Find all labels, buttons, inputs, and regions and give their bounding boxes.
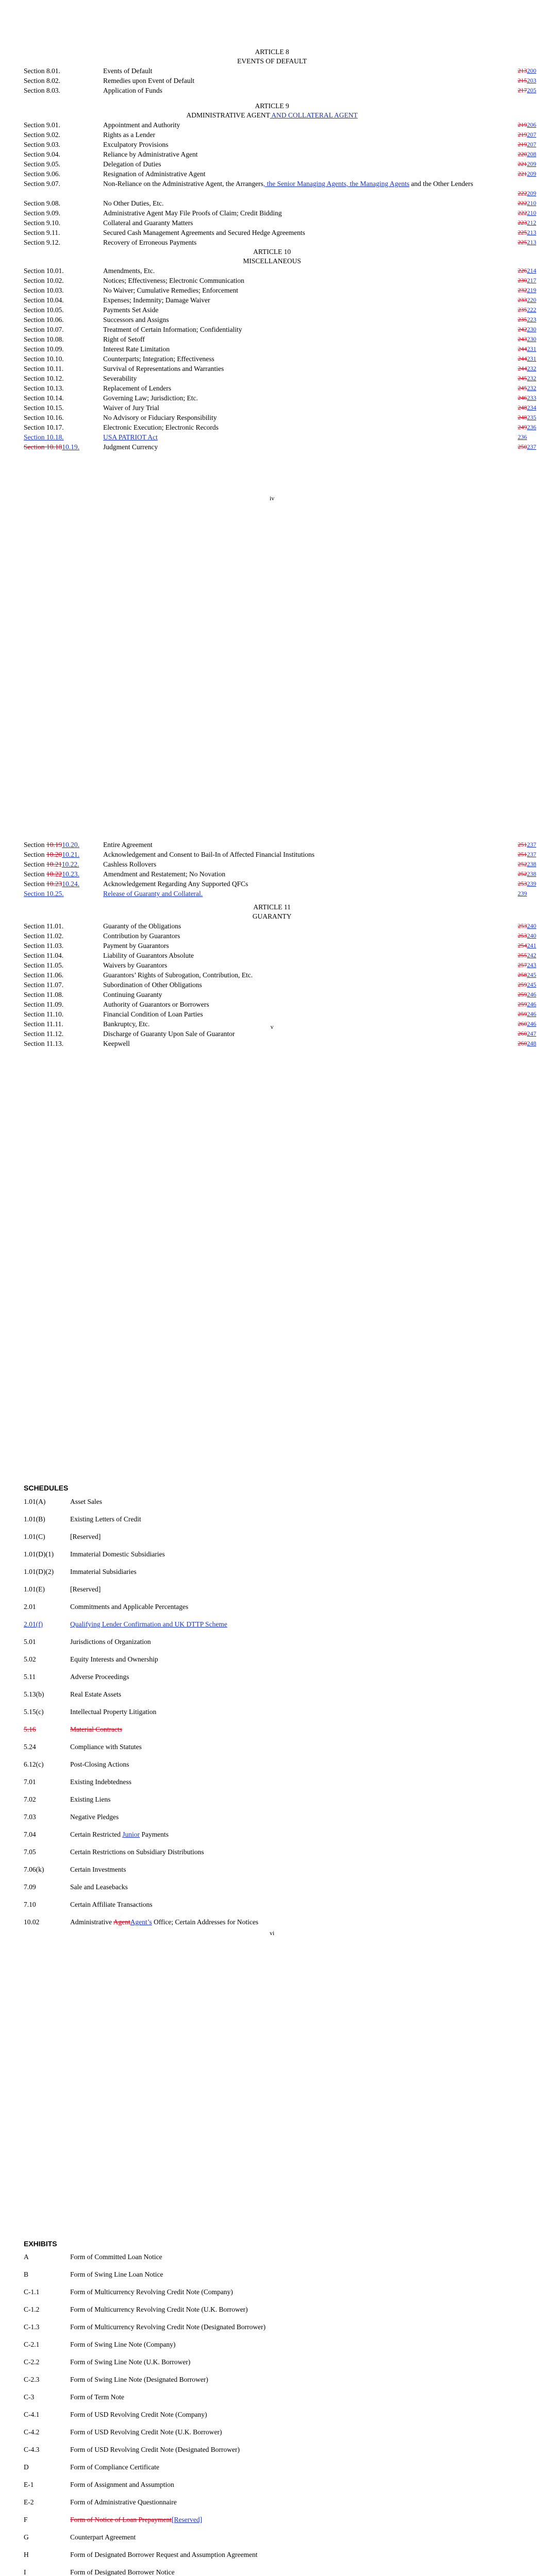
page-number: iv — [269, 495, 275, 502]
toc-row[interactable]: Section 10.1910.20. Entire Agreement 251237 — [24, 841, 536, 849]
article-11-title: GUARANTY — [252, 912, 292, 920]
list-item[interactable]: C-2.1 Form of Swing Line Note (Company) — [24, 2341, 176, 2348]
list-item[interactable]: E-2 Form of Administrative Questionnaire — [24, 2498, 177, 2506]
list-item[interactable]: C-4.3 Form of USD Revolving Credit Note (Designated Borrower) — [24, 2446, 240, 2453]
toc-row[interactable]: Section 9.06. Resignation of Administrative Agent 221209 — [24, 170, 536, 178]
list-item[interactable]: 7.09 Sale and Leasebacks — [24, 1883, 128, 1891]
list-item[interactable]: 2.01(f) Qualifying Lender Confirmation and UK DTTP Scheme — [24, 1620, 227, 1628]
toc-row[interactable]: Section 10.18. USA PATRIOT Act 236 — [24, 433, 527, 441]
toc-row[interactable]: Section 11.05. Waivers by Guarantors 257243 — [24, 961, 536, 969]
article-11-heading: ARTICLE 11 — [253, 903, 291, 911]
article-8-list — [0, 66, 544, 95]
toc-row[interactable]: Section 10.11. Survival of Representations and Warranties 244232 — [24, 365, 536, 372]
list-item[interactable]: 5.01 Jurisdictions of Organization — [24, 1638, 151, 1646]
toc-row[interactable]: Section 11.06. Guarantors’ Rights of Subrogation, Contribution, Etc. 258245 — [24, 971, 536, 979]
list-item[interactable]: A Form of Committed Loan Notice — [24, 2253, 162, 2261]
toc-row[interactable]: Section 11.03. Payment by Guarantors 254241 — [24, 942, 536, 950]
schedules-list — [0, 1493, 544, 1931]
list-item[interactable]: C-1.1 Form of Multicurrency Revolving Credit Note (Company) — [24, 2288, 233, 2296]
toc-row[interactable]: Section 10.2110.22. Cashless Rollovers 252238 — [24, 860, 536, 868]
toc-row[interactable]: Section 9.04. Reliance by Administrative Agent 220208 — [24, 150, 536, 158]
toc-row[interactable]: Section 10.15. Waiver of Jury Trial 248234 — [24, 404, 536, 412]
list-item[interactable]: H Form of Designated Borrower Request and Assumption Agreement — [24, 2551, 258, 2558]
list-item[interactable]: B Form of Swing Line Loan Notice — [24, 2270, 163, 2278]
list-item[interactable]: 5.15(c) Intellectual Property Litigation — [24, 1708, 157, 1716]
toc-row[interactable]: Section 10.1810.19. Judgment Currency 250237 — [24, 443, 536, 451]
article-9-list — [0, 120, 544, 247]
toc-row[interactable]: Section 9.12. Recovery of Erroneous Payments 225213 — [24, 239, 536, 246]
list-item[interactable]: 7.10 Certain Affiliate Transactions — [24, 1901, 153, 1908]
toc-row[interactable]: Section 10.06. Successors and Assigns 235223 — [24, 316, 536, 324]
toc-row[interactable]: Section 9.01. Appointment and Authority 219206 — [24, 121, 536, 129]
list-item[interactable]: I Form of Designated Borrower Notice — [24, 2568, 175, 2576]
toc-row[interactable]: Section 9.07. Non-Reliance on the Administrative Agent, the Arrangers, the Senior Managing Agents, the Managing Agents and the Other Lenders 222209 — [24, 180, 536, 197]
schedules-heading: SCHEDULES — [24, 1484, 69, 1492]
list-item[interactable]: 7.03 Negative Pledges — [24, 1813, 119, 1821]
toc-row[interactable]: Section 10.01. Amendments, Etc. 226214 — [24, 267, 536, 275]
article-10-list — [0, 266, 544, 452]
list-item[interactable]: C-1.2 Form of Multicurrency Revolving Credit Note (U.K. Borrower) — [24, 2306, 248, 2313]
list-item[interactable]: 7.02 Existing Liens — [24, 1795, 111, 1803]
toc-row[interactable]: Section 10.2210.23. Amendment and Restatement; No Novation 252238 — [24, 870, 536, 878]
toc-row[interactable]: Section 10.14. Governing Law; Jurisdiction; Etc. 246233 — [24, 394, 536, 402]
article-8-title: EVENTS OF DEFAULT — [237, 57, 307, 65]
toc-row[interactable]: Section 11.07. Subordination of Other Obligations 259245 — [24, 981, 536, 989]
exhibits-heading: EXHIBITS — [24, 2240, 57, 2248]
list-item[interactable]: 5.13(b) Real Estate Assets — [24, 1690, 121, 1698]
toc-row[interactable]: Section 11.02. Contribution by Guarantors 253240 — [24, 932, 536, 940]
list-item[interactable]: 5.11 Adverse Proceedings — [24, 1673, 129, 1681]
page-number: v — [270, 1023, 274, 1030]
list-item[interactable]: D Form of Compliance Certificate — [24, 2463, 159, 2471]
list-item[interactable]: 5.02 Equity Interests and Ownership — [24, 1655, 158, 1663]
list-item[interactable]: F Form of Notice of Loan Prepayment[Reserved] — [24, 2516, 203, 2523]
list-item[interactable]: 7.05 Certain Restrictions on Subsidiary Distributions — [24, 1848, 204, 1856]
list-item[interactable]: C-2.3 Form of Swing Line Note (Designated Borrower) — [24, 2376, 208, 2383]
toc-row[interactable]: Section 10.05. Payments Set Aside 235222 — [24, 306, 536, 314]
toc-row[interactable]: Section 9.10. Collateral and Guaranty Matters 223212 — [24, 219, 536, 227]
article-8-heading: ARTICLE 8 — [255, 48, 289, 56]
toc-row[interactable]: Section 11.10. Financial Condition of Loan Parties 259246 — [24, 1010, 536, 1018]
article-10-list-continued — [0, 840, 544, 899]
toc-row[interactable]: Section 11.01. Guaranty of the Obligations 253240 — [24, 922, 536, 930]
toc-row[interactable]: Section 10.08. Right of Setoff 243230 — [24, 335, 536, 343]
toc-row[interactable]: Section 8.02. Remedies upon Event of Default 215203 — [24, 77, 536, 84]
article-9-title: ADMINISTRATIVE AGENT AND COLLATERAL AGENT — [186, 111, 358, 119]
toc-row[interactable]: Section 10.12. Severability 245232 — [24, 375, 536, 382]
list-item[interactable]: C-2.2 Form of Swing Line Note (U.K. Borrower) — [24, 2358, 191, 2366]
toc-row[interactable]: Section 10.2310.24. Acknowledgement Regarding Any Supported QFCs 253239 — [24, 880, 536, 888]
toc-row[interactable]: Section 11.13. Keepwell 260248 — [24, 1040, 536, 1047]
list-item[interactable]: 6.12(c) Post-Closing Actions — [24, 1760, 129, 1768]
toc-row[interactable]: Section 8.03. Application of Funds 217205 — [24, 87, 536, 94]
toc-row[interactable]: Section 11.04. Liability of Guarantors Absolute 255242 — [24, 952, 536, 959]
toc-row[interactable]: Section 10.13. Replacement of Lenders 245232 — [24, 384, 536, 392]
list-item[interactable]: 7.06(k) Certain Investments — [24, 1866, 126, 1873]
toc-row[interactable]: Section 10.25. Release of Guaranty and Collateral. 239 — [24, 890, 527, 897]
toc-row[interactable]: Section 10.09. Interest Rate Limitation 244231 — [24, 345, 536, 353]
article-10-heading: ARTICLE 10 — [253, 248, 291, 256]
list-item[interactable]: C-4.2 Form of USD Revolving Credit Note (U.K. Borrower) — [24, 2428, 222, 2436]
toc-row[interactable]: Section 9.11. Secured Cash Management Agreements and Secured Hedge Agreements 225213 — [24, 229, 536, 236]
list-item[interactable]: C-3 Form of Term Note — [24, 2393, 124, 2401]
list-item[interactable]: C-1.3 Form of Multicurrency Revolving Credit Note (Designated Borrower) — [24, 2323, 266, 2331]
toc-row[interactable]: Section 10.2010.21. Acknowledgement and Consent to Bail-In of Affected Financial Institutions 251237 — [24, 851, 536, 858]
toc-page-iv — [0, 47, 544, 452]
list-item[interactable]: C-4.1 Form of USD Revolving Credit Note (Company) — [24, 2411, 207, 2418]
toc-row[interactable]: Section 10.03. No Waiver; Cumulative Remedies; Enforcement 232219 — [24, 286, 536, 294]
toc-page-v — [0, 840, 544, 1048]
toc-row[interactable]: Section 10.10. Counterparts; Integration; Effectiveness 244231 — [24, 355, 536, 363]
page-number: vi — [269, 1929, 275, 1937]
toc-row[interactable]: Section 11.08. Continuing Guaranty 259246 — [24, 991, 536, 998]
list-item[interactable]: 7.04 Certain Restricted Junior Payments — [24, 1831, 169, 1838]
toc-row[interactable]: Section 9.09. Administrative Agent May File Proofs of Claim; Credit Bidding 222210 — [24, 209, 536, 217]
list-item[interactable]: 1.01(D)(2) Immaterial Subsidiaries — [24, 1568, 137, 1575]
toc-row[interactable]: Section 10.04. Expenses; Indemnity; Damage Waiver 233220 — [24, 296, 536, 304]
list-item[interactable]: 1.01(D)(1) Immaterial Domestic Subsidiaries — [24, 1550, 165, 1558]
toc-row[interactable]: Section 10.16. No Advisory or Fiduciary Responsibility 248235 — [24, 414, 536, 421]
toc-row[interactable]: Section 9.08. No Other Duties, Etc. 222210 — [24, 199, 536, 207]
list-item[interactable]: E-1 Form of Assignment and Assumption — [24, 2481, 174, 2488]
exhibits-list — [0, 2248, 544, 2576]
list-item[interactable]: 2.01 Commitments and Applicable Percentages — [24, 1603, 189, 1611]
toc-row[interactable]: Section 10.07. Treatment of Certain Information; Confidentiality 242230 — [24, 326, 536, 333]
list-item[interactable]: 1.01(A) Asset Sales — [24, 1498, 102, 1505]
toc-row[interactable]: Section 9.05. Delegation of Duties 221209 — [24, 160, 536, 168]
list-item[interactable]: 1.01(C) [Reserved] — [24, 1533, 101, 1540]
list-item[interactable]: 1.01(B) Existing Letters of Credit — [24, 1515, 141, 1523]
toc-row[interactable]: Section 8.01. Events of Default 213200 — [24, 67, 536, 75]
toc-row[interactable]: Section 9.02. Rights as a Lender 219207 — [24, 131, 536, 139]
toc-row[interactable]: Section 10.02. Notices; Effectiveness; Electronic Communication 230217 — [24, 277, 536, 284]
list-item[interactable]: 7.01 Existing Indebtedness — [24, 1778, 131, 1786]
toc-row[interactable]: Section 11.09. Authority of Guarantors or Borrowers 259246 — [24, 1001, 536, 1008]
toc-row[interactable]: Section 10.17. Electronic Execution; Electronic Records 249236 — [24, 423, 536, 431]
article-10-title: MISCELLANEOUS — [243, 257, 301, 265]
list-item[interactable]: 10.02 Administrative AgentAgent’s Office; Certain Addresses for Notices — [24, 1918, 258, 1926]
list-item[interactable]: 5.16 Material Contracts — [24, 1725, 122, 1733]
article-9-heading: ARTICLE 9 — [255, 102, 289, 110]
toc-row[interactable]: Section 11.12. Discharge of Guaranty Upon Sale of Guarantor 260247 — [24, 1030, 536, 1038]
list-item[interactable]: G Counterpart Agreement — [24, 2533, 136, 2541]
list-item[interactable]: 5.24 Compliance with Statutes — [24, 1743, 142, 1751]
toc-row[interactable]: Section 11.11. Bankruptcy, Etc. 260246 — [24, 1020, 536, 1028]
list-item[interactable]: 1.01(E) [Reserved] — [24, 1585, 101, 1593]
toc-row[interactable]: Section 9.03. Exculpatory Provisions 219207 — [24, 141, 536, 148]
